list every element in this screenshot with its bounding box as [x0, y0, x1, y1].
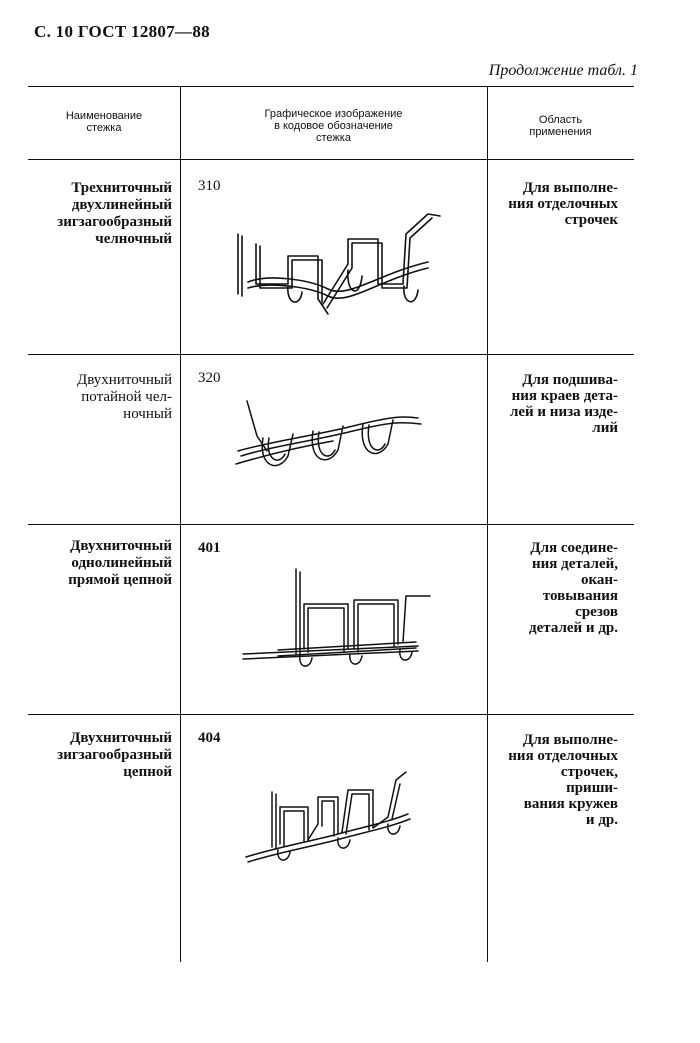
row-404-code: 404 — [198, 730, 221, 746]
header-name-line: стежка — [86, 122, 122, 134]
row-divider-3 — [28, 714, 634, 715]
name-line: двухлинейный — [71, 197, 172, 213]
header-area — [487, 114, 634, 138]
row-401-area — [508, 540, 618, 636]
header-graphic — [180, 108, 487, 144]
column-divider-1 — [180, 86, 181, 962]
zigzag-lockstitch-diagram-icon — [228, 204, 448, 334]
chainstitch-diagram-icon — [238, 564, 448, 674]
area-line: лей и низа изде- — [509, 404, 618, 420]
area-line: строчек — [564, 212, 618, 228]
header-name — [28, 110, 180, 134]
column-divider-2 — [487, 86, 488, 962]
stitch-table — [28, 86, 634, 962]
area-line: Для выполне- — [522, 732, 618, 748]
table-top-rule — [28, 86, 634, 87]
area-line: Для подшива- — [522, 372, 618, 388]
name-line: однолинейный — [71, 555, 172, 571]
name-line: зигзагообразный — [57, 214, 172, 230]
name-line: Трехниточный — [71, 180, 172, 196]
row-320-code: 320 — [198, 370, 221, 386]
name-line: Двухниточный — [70, 730, 172, 746]
area-line: строчек, приши- — [560, 764, 618, 796]
header-graphic-line: в кодовое обозначение — [274, 120, 393, 132]
row-divider-1 — [28, 354, 634, 355]
area-line: и др. — [585, 812, 618, 828]
name-line: цепной — [123, 764, 172, 780]
header-graphic-line: стежка — [316, 132, 351, 144]
area-line: ния отделочных — [508, 196, 618, 212]
row-divider-2 — [28, 524, 634, 525]
name-line: зигзагообразный — [57, 747, 172, 763]
blindstitch-diagram-icon — [233, 396, 433, 491]
name-line: Двухниточный — [70, 538, 172, 554]
area-line: деталей и др. — [529, 620, 618, 636]
row-320-area — [508, 372, 618, 436]
zigzag-chainstitch-diagram-icon — [238, 762, 438, 872]
area-line: ния отделочных — [508, 748, 618, 764]
name-line: прямой цепной — [68, 572, 172, 588]
name-line: ночный — [123, 406, 172, 422]
area-line: ния деталей, окан- — [531, 556, 618, 588]
header-graphic-line: Графическое изображение — [264, 108, 403, 120]
row-404-area — [508, 732, 618, 828]
header-area-line: применения — [529, 126, 592, 138]
area-line: товывания срезов — [542, 588, 618, 620]
table-continuation-label: Продолжение табл. 1 — [488, 62, 638, 79]
row-310-area — [508, 180, 618, 228]
row-310-name — [38, 180, 172, 248]
area-line: вания кружев — [523, 796, 618, 812]
row-310-code: 310 — [198, 178, 221, 194]
name-line: Двухниточный — [76, 372, 172, 388]
area-line: Для выполне- — [522, 180, 618, 196]
row-320-name — [38, 372, 172, 423]
header-area-line: Область — [538, 114, 583, 126]
name-line: потайной чел- — [81, 389, 172, 405]
header-name-line: Наименование — [65, 110, 143, 122]
area-line: Для соедине- — [530, 540, 618, 556]
name-line: челночный — [95, 231, 172, 247]
row-401-name — [38, 538, 172, 589]
area-line: ния краев дета- — [511, 388, 618, 404]
header-bottom-rule — [28, 159, 634, 160]
row-404-name — [38, 730, 172, 781]
page-header: С. 10 ГОСТ 12807—88 — [34, 22, 210, 41]
row-401-code: 401 — [198, 540, 221, 556]
area-line: лий — [592, 420, 618, 436]
